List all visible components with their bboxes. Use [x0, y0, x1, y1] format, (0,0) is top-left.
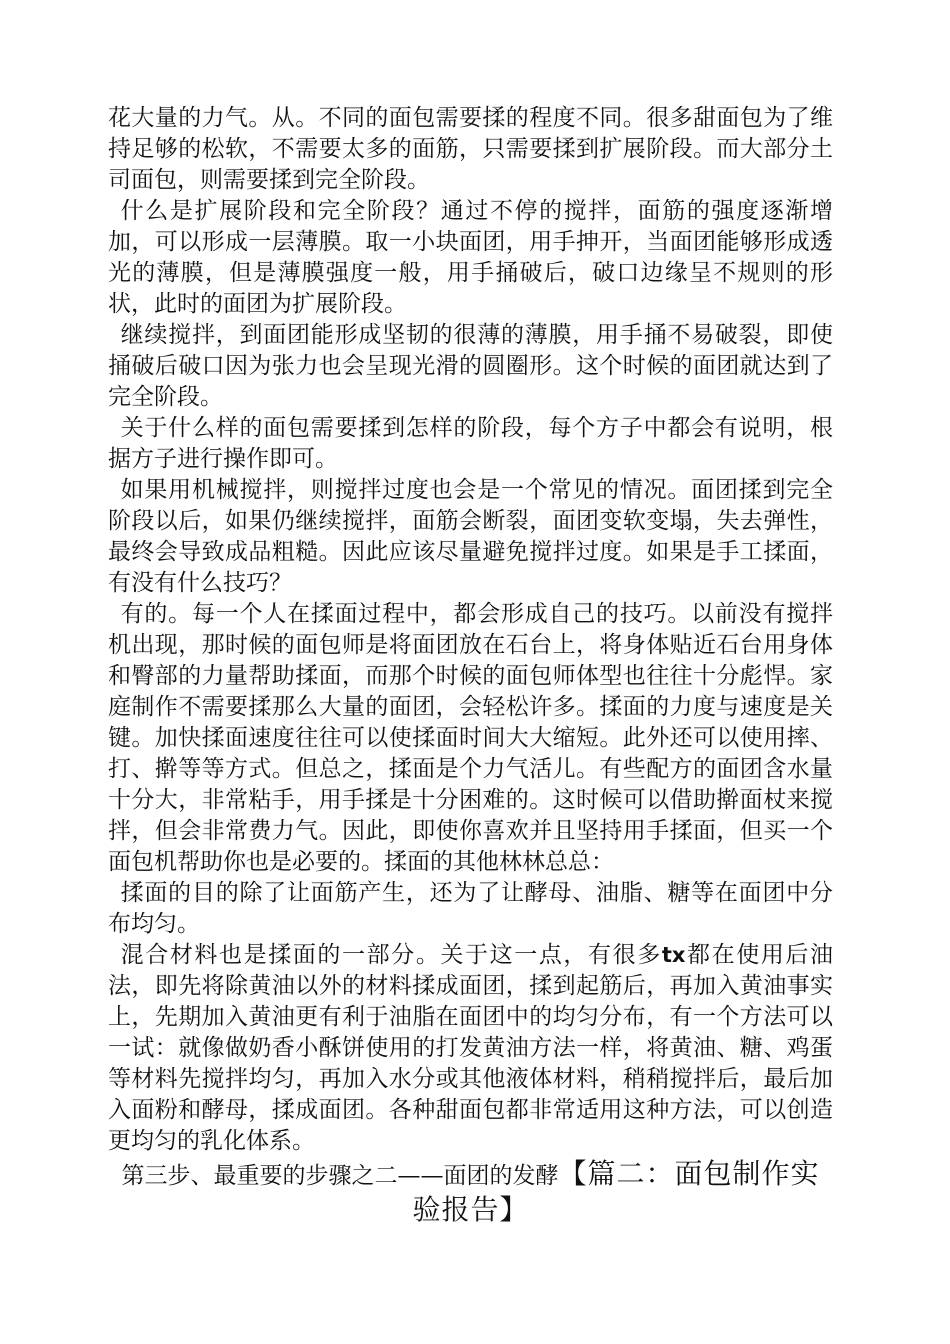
report-title: 【篇二：面包制作实验报告】	[412, 1157, 820, 1226]
step-heading: 第三步、最重要的步骤之二——面团的发酵	[121, 1163, 559, 1189]
paragraph-7: 揉面的目的除了让面筋产生，还为了让酵母、油脂、糖等在面团中分布均匀。	[108, 880, 833, 937]
paragraph-8-after: 都在使用后油法，即先将除黄油以外的材料揉成面团，揉到起筋后，再加入黄油事实上，先期加入黄油更有利于油脂在面团中的均匀分布，有一个方法可以一试：就像做奶香小酥饼使用的打发黄油方法一样，将黄油、糖、鸡蛋等材料先搅拌均匀，再加入水分或其他液体材料，稍稍搅拌后，最后加入面粉和酵母，揉成面团。各种甜面包都非常适用这种方法，可以创造更均匀的乳化体系。	[108, 942, 834, 1154]
paragraph-8	[108, 940, 833, 1157]
section-heading	[108, 1157, 833, 1229]
document-body	[108, 103, 833, 1229]
paragraph-8-before: 混合材料也是揉面的一部分。关于这一点，有很多	[120, 942, 662, 968]
paragraph-5: 如果用机械搅拌，则搅拌过度也会是一个常见的情况。面团揉到完全阶段以后，如果仍继续搅拌，面筋会断裂，面团变软变塌，失去弹性，最终会导致成品粗糙。因此应该尽量避免搅拌过度。如果是手工揉面，有没有什么技巧？	[108, 477, 833, 596]
paragraph-2: 什么是扩展阶段和完全阶段？通过不停的搅拌，面筋的强度逐渐增加，可以形成一层薄膜。取一小块面团，用手抻开，当面团能够形成透光的薄膜，但是薄膜强度一般，用手捅破后，破口边缘呈不规则的形状，此时的面团为扩展阶段。	[108, 198, 833, 317]
paragraph-6: 有的。每一个人在揉面过程中，都会形成自己的技巧。以前没有搅拌机出现，那时候的面包师是将面团放在石台上，将身体贴近石台用身体和臀部的力量帮助揉面，而那个时候的面包师体型也往往十分彪悍。家庭制作不需要揉那么大量的面团，会轻松许多。揉面的力度与速度是关键。加快揉面速度往往可以使揉面时间大大缩短。此外还可以使用摔、打、擀等等方式。但总之，揉面是个力气活儿。有些配方的面团含水量十分大，非常粘手，用手揉是十分困难的。这时候可以借助擀面杖来搅拌，但会非常费力气。因此，即使你喜欢并且坚持用手揉面，但买一个面包机帮助你也是必要的。揉面的其他林林总总：	[108, 601, 833, 875]
paragraph-1: 花大量的力气。从。不同的面包需要揉的程度不同。很多甜面包为了维持足够的松软，不需要太多的面筋，只需要揉到扩展阶段。而大部分土司面包，则需要揉到完全阶段。	[108, 105, 833, 193]
paragraph-3: 继续搅拌，到面团能形成坚韧的很薄的薄膜，用手捅不易破裂，即使捅破后破口因为张力也会呈现光滑的圆圈形。这个时候的面团就达到了完全阶段。	[108, 322, 833, 410]
paragraph-4: 关于什么样的面包需要揉到怎样的阶段，每个方子中都会有说明，根据方子进行操作即可。	[108, 415, 833, 472]
paragraph-8-latin: tx	[661, 943, 686, 967]
